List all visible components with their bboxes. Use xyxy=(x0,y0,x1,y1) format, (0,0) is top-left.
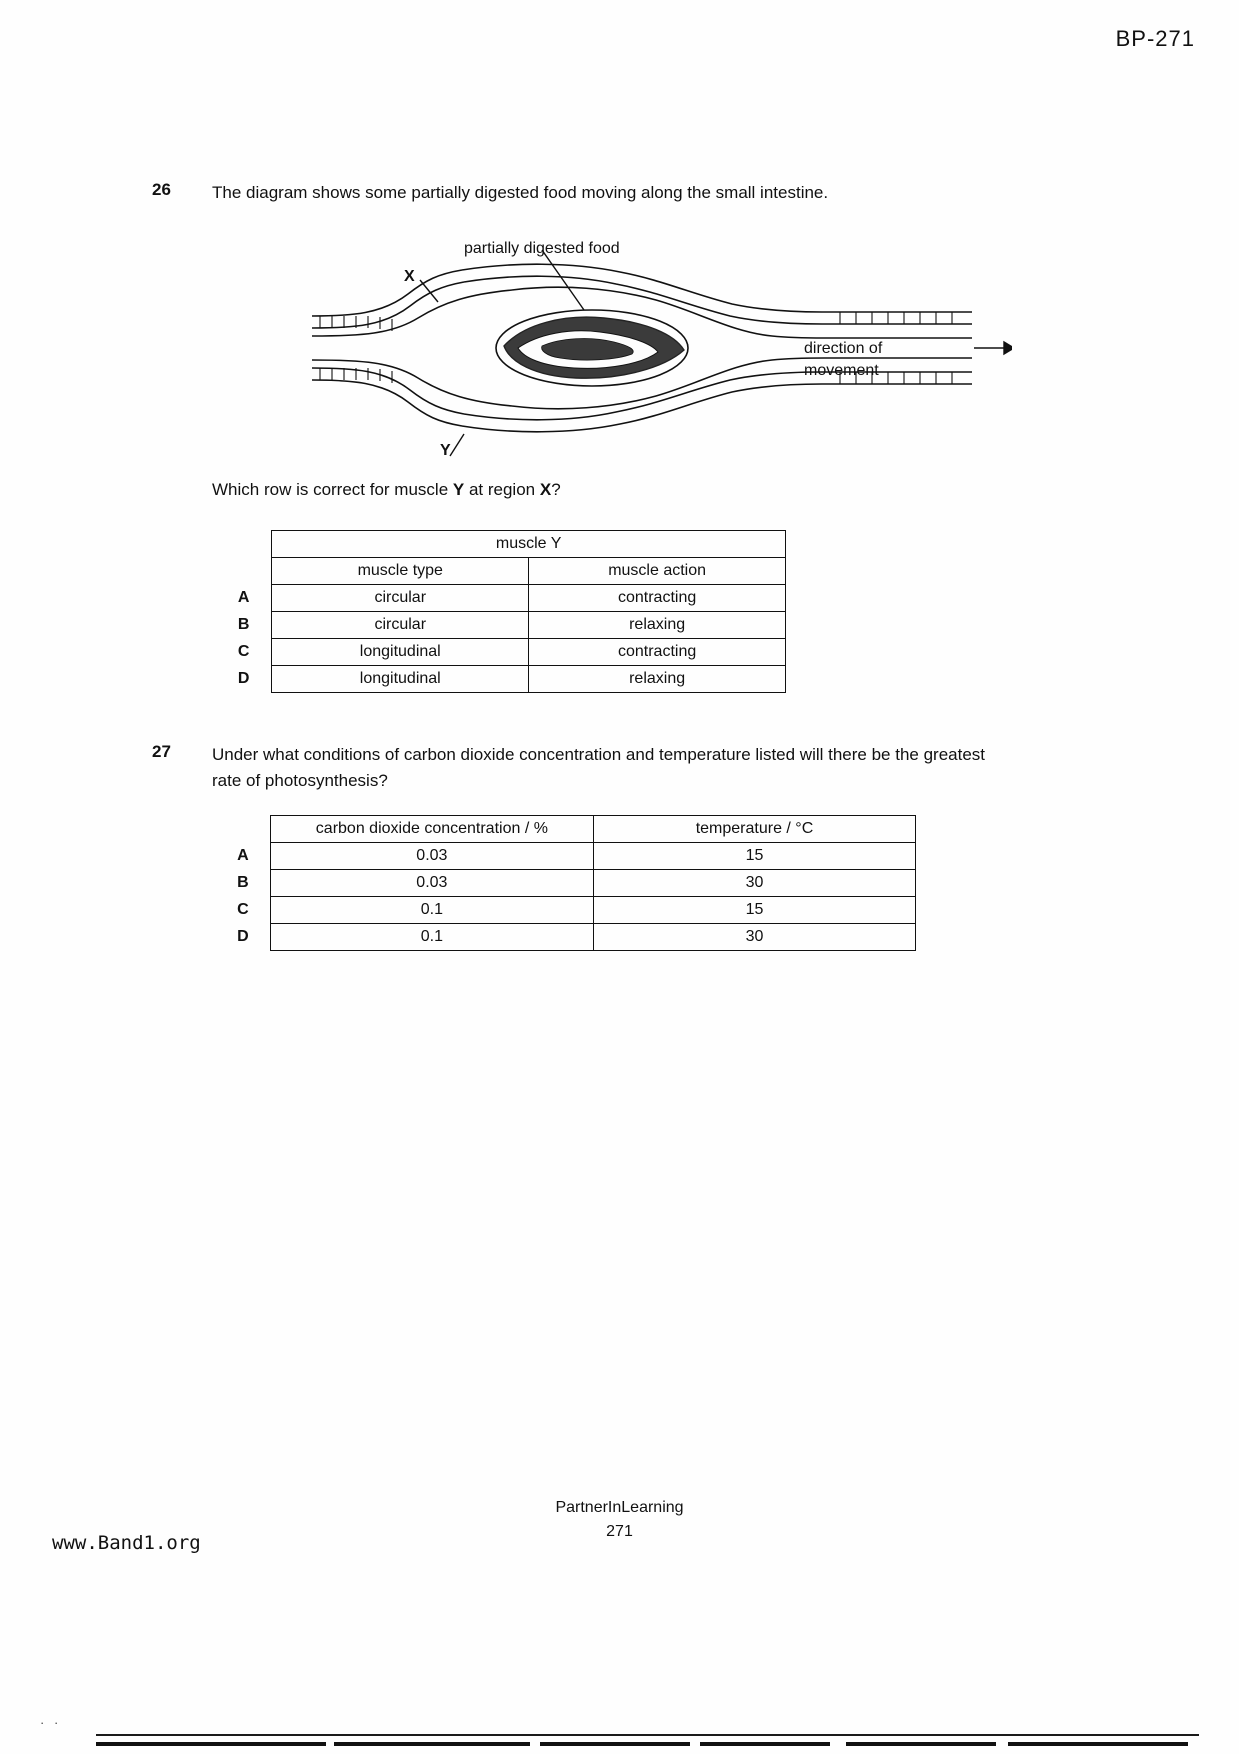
table-row-column-headers xyxy=(216,558,786,585)
stem-mid: at region xyxy=(464,480,540,499)
spacer-cell xyxy=(216,531,272,558)
label-y: Y xyxy=(440,442,451,459)
scan-artifact-dots: · · xyxy=(40,1715,62,1730)
edge-mark xyxy=(96,1742,326,1746)
scan-edge-marks xyxy=(0,1736,1239,1746)
edge-mark xyxy=(1008,1742,1188,1746)
table-row-column-headers xyxy=(216,816,916,843)
edge-mark xyxy=(700,1742,830,1746)
label-direction-of-movement xyxy=(804,338,882,382)
cell-co2: 0.1 xyxy=(270,924,593,951)
cell-muscle-action: relaxing xyxy=(529,612,786,639)
stem-muscle-y: Y xyxy=(452,480,465,499)
cell-temperature: 15 xyxy=(593,897,915,924)
option-letter-d: D xyxy=(237,928,249,945)
edge-mark xyxy=(540,1742,690,1746)
cell-temperature: 30 xyxy=(593,924,915,951)
table-row-group-header xyxy=(216,531,786,558)
option-letter-a: A xyxy=(237,589,250,606)
option-letter-b: B xyxy=(237,874,249,891)
option-letter-b: B xyxy=(237,616,250,633)
group-header-muscle-y: muscle Y xyxy=(272,531,786,558)
table-row[interactable] xyxy=(216,639,786,666)
stem-prefix: Which row is correct for muscle xyxy=(212,480,453,499)
label-partially-digested-food: partially digested food xyxy=(464,240,620,257)
food-bolus xyxy=(496,310,688,386)
option-letter-c: C xyxy=(237,643,250,660)
question-text-27: Under what conditions of carbon dioxide concentration and temperature listed will there be the greatest rate of photosynthesis? xyxy=(212,745,986,790)
cell-muscle-action: contracting xyxy=(529,585,786,612)
watermark-text: PartnerInLearning xyxy=(555,1499,684,1516)
question-26-stem xyxy=(212,480,561,500)
column-header-muscle-action: muscle action xyxy=(529,558,786,585)
table-row[interactable] xyxy=(216,870,916,897)
question-text-26: The diagram shows some partially digested food moving along the small intestine. xyxy=(212,183,829,202)
cell-temperature: 15 xyxy=(593,843,915,870)
label-x: X xyxy=(404,268,415,285)
intestine-peristalsis-diagram xyxy=(212,228,1012,478)
direction-line-2: movement xyxy=(804,362,879,379)
table-row[interactable] xyxy=(216,612,786,639)
table-row[interactable] xyxy=(216,924,916,951)
page-number: 271 xyxy=(606,1523,633,1540)
edge-mark xyxy=(334,1742,530,1746)
option-letter-d: D xyxy=(237,670,250,687)
edge-mark xyxy=(846,1742,996,1746)
cell-muscle-type: longitudinal xyxy=(272,639,529,666)
site-url: www.Band1.org xyxy=(52,1532,201,1554)
spacer-cell xyxy=(216,816,270,843)
direction-line-1: direction of xyxy=(804,340,883,357)
answer-table-27 xyxy=(216,815,916,951)
column-header-co2-concentration: carbon dioxide concentration / % xyxy=(270,816,593,843)
column-header-muscle-type: muscle type xyxy=(272,558,529,585)
cell-co2: 0.03 xyxy=(270,843,593,870)
cell-muscle-type: longitudinal xyxy=(272,666,529,693)
table-row[interactable] xyxy=(216,843,916,870)
cell-muscle-action: relaxing xyxy=(529,666,786,693)
question-number-27: 27 xyxy=(152,742,171,761)
cell-muscle-type: circular xyxy=(272,612,529,639)
cell-co2: 0.03 xyxy=(270,870,593,897)
answer-table-26 xyxy=(216,530,786,693)
cell-muscle-type: circular xyxy=(272,585,529,612)
intestine-diagram-svg xyxy=(212,228,1012,478)
cell-muscle-action: contracting xyxy=(529,639,786,666)
table-row[interactable] xyxy=(216,585,786,612)
table-row[interactable] xyxy=(216,666,786,693)
cell-co2: 0.1 xyxy=(270,897,593,924)
table-row[interactable] xyxy=(216,897,916,924)
column-header-temperature: temperature / °C xyxy=(593,816,915,843)
question-number-26: 26 xyxy=(152,180,171,199)
option-letter-a: A xyxy=(237,847,249,864)
stem-region-x: X xyxy=(539,480,552,499)
page-header-code: BP-271 xyxy=(1115,26,1195,51)
cell-temperature: 30 xyxy=(593,870,915,897)
spacer-cell xyxy=(216,558,272,585)
stem-suffix: ? xyxy=(551,480,561,499)
option-letter-c: C xyxy=(237,901,249,918)
